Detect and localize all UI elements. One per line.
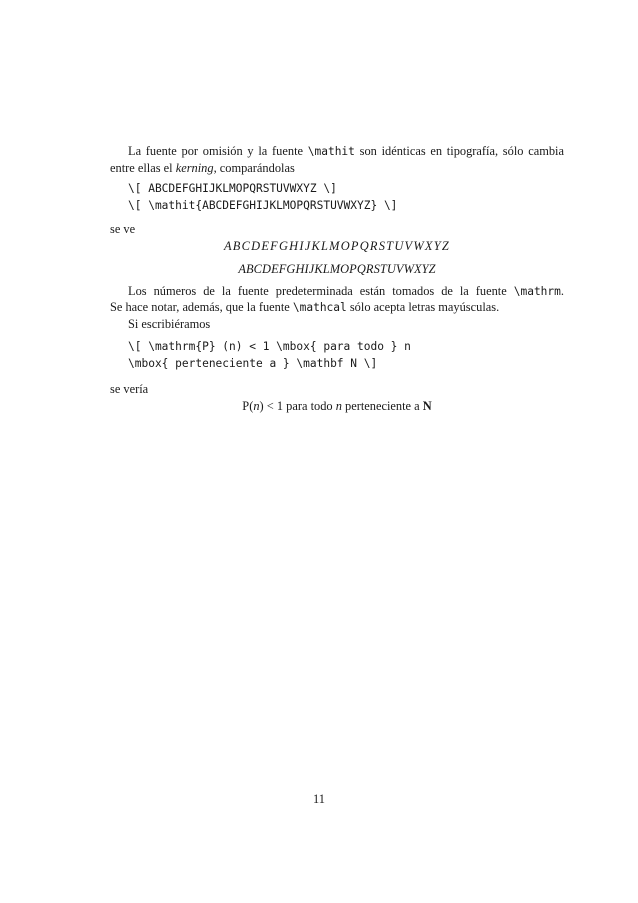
math-paren-close: ) [259,399,264,413]
math-n: n [253,399,260,413]
code-line-2: \[ \mathit{ABCDEFGHIJKLMOPQRSTUVWXYZ} \] [128,199,398,212]
inline-code-mathcal: \mathcal [292,301,347,314]
paragraph-2-line-2 [110,301,499,313]
math-text-perteneciente: perteneciente a [341,399,423,413]
text-run: La fuente por omisión y la fuente [128,144,308,158]
paragraph-1-line-2 [110,162,295,174]
paragraph-2-line-1 [128,285,564,297]
text-run: entre ellas el [110,161,176,175]
math-lt-one: < 1 [263,399,287,413]
display-mathit: ABCDEFGHIJKLMOPQRSTUVWXYZ [238,262,436,276]
text-run: sólo acepta letras mayúsculas. [346,300,500,314]
math-P: P [242,399,250,413]
text-run: son idénticas en tipografía, sólo cambia [354,144,564,158]
code-line-1: \[ ABCDEFGHIJKLMOPQRSTUVWXYZ \] [128,182,337,195]
display-math-result [110,400,564,412]
inline-code-mathit: \mathit [307,145,355,158]
code2-line-1: \[ \mathrm{P} (n) < 1 \mbox{ para todo } n [128,340,411,353]
inline-code-mathrm: \mathrm [513,285,561,298]
text-run: Se hace notar, además, que la fuente [110,300,293,314]
paragraph-1-line-1 [128,145,564,157]
text-run: Los números de la fuente predeterminada están tomados de la fuente [128,284,514,298]
page-number: 11 [313,792,325,806]
math-text-para-todo: para todo [286,399,336,413]
math-paren-open: ( [249,399,254,413]
text-run: . [560,284,564,298]
se-veria-label: se vería [110,382,149,396]
se-ve-label: se ve [110,222,136,236]
paragraph-3: Si escribiéramos [128,317,211,331]
text-run: , comparándolas [213,161,295,175]
emphasis-kerning: kerning [175,161,214,175]
display-math-default: ABCDEFGHIJKLMOPQRSTUVWXYZ [223,239,451,253]
math-bold-N: N [422,399,432,413]
math-n: n [335,399,342,413]
code2-line-2: \mbox{ perteneciente a } \mathbf N \] [128,357,378,370]
